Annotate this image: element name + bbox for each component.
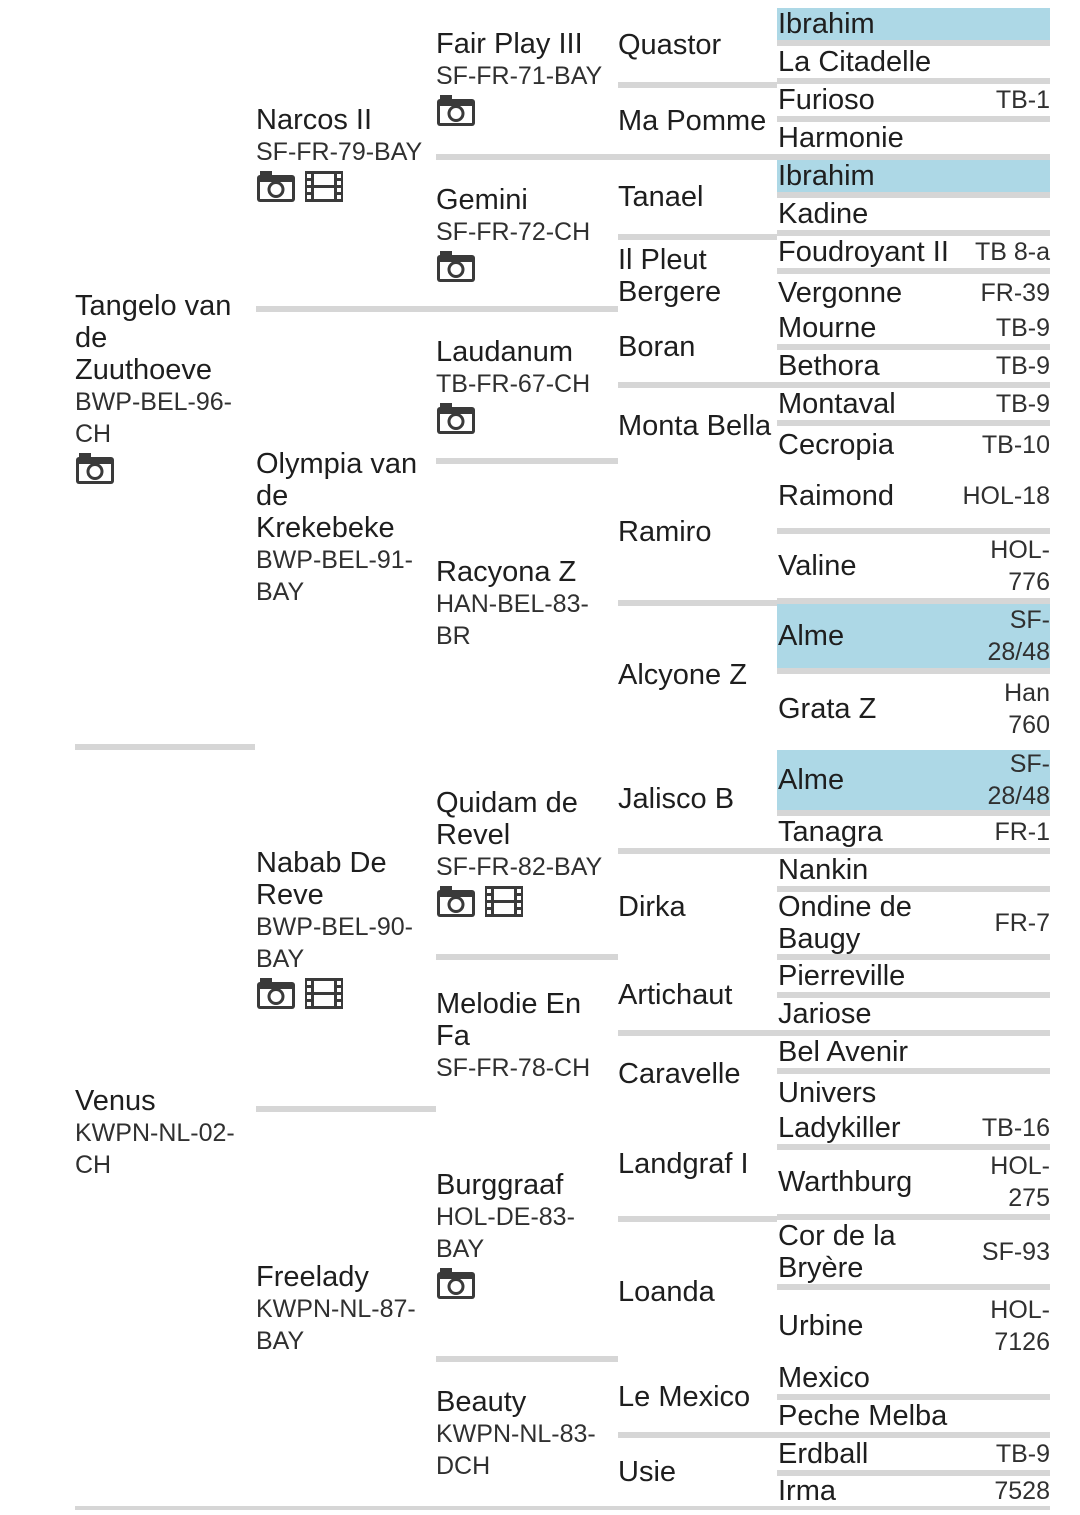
ancestor-reg: BWP-BEL-91-BAY xyxy=(256,546,413,606)
ancestor-reg: TB-9 xyxy=(995,352,1050,380)
ancestor-reg: SF-93 xyxy=(981,1238,1050,1266)
ancestor-reg: TB-FR-67-CH xyxy=(436,369,591,398)
ancestor-name[interactable]: Dirka xyxy=(618,891,686,923)
g5-cell[interactable] xyxy=(777,816,1050,854)
ancestor-name[interactable]: La Citadelle xyxy=(778,46,932,78)
camera-icon[interactable] xyxy=(256,170,296,203)
ancestor-reg: SF-FR-72-CH xyxy=(436,217,591,246)
g4-cell[interactable] xyxy=(618,1222,777,1362)
ancestor-name[interactable]: Alcyone Z xyxy=(618,659,747,691)
g5-cell[interactable] xyxy=(777,1400,1050,1438)
ancestor-name[interactable]: Montaval xyxy=(778,388,896,420)
ancestor-name[interactable]: Laudanum xyxy=(436,335,574,368)
ancestor-name[interactable]: Alme xyxy=(778,764,845,796)
ancestor-name[interactable]: Bethora xyxy=(778,350,880,382)
ancestor-name[interactable]: Il Pleut Bergere xyxy=(618,244,722,308)
ancestor-name[interactable]: Cor de la Bryère xyxy=(778,1220,896,1284)
ancestor-name[interactable]: Warthburg xyxy=(778,1166,913,1198)
g4-cell[interactable] xyxy=(618,606,777,744)
pedigree-chart xyxy=(75,0,1050,1515)
g5-cell[interactable] xyxy=(777,604,1050,674)
ancestor-name[interactable]: Raimond xyxy=(778,480,895,512)
ancestor-name[interactable]: Ibrahim xyxy=(778,160,875,192)
g5-cell[interactable] xyxy=(777,8,1050,46)
g5-cell[interactable] xyxy=(777,960,1050,998)
ancestor-name[interactable]: Beauty xyxy=(436,1386,527,1418)
ancestor-name[interactable]: Melodie En Fa xyxy=(436,988,582,1052)
camera-icon[interactable] xyxy=(75,452,115,485)
ancestor-reg: Han 760 xyxy=(1004,679,1050,739)
g4-cell[interactable] xyxy=(618,960,777,1036)
ancestor-reg: SF-28/48 xyxy=(987,606,1050,666)
ancestor-name[interactable]: Furioso xyxy=(778,84,875,116)
g5-cell[interactable] xyxy=(777,46,1050,84)
ancestor-name[interactable]: Loanda xyxy=(618,1276,715,1308)
dam-reg: KWPN-NL-02-CH xyxy=(75,1118,235,1179)
g5-cell[interactable] xyxy=(777,1074,1050,1112)
g3-cell[interactable] xyxy=(436,0,618,160)
g4-cell[interactable] xyxy=(618,312,777,388)
g2-cell[interactable] xyxy=(256,0,436,312)
ancestor-name[interactable]: Vergonne xyxy=(778,277,903,309)
g5-cell[interactable] xyxy=(777,1362,1050,1400)
ancestor-name[interactable]: Mexico xyxy=(778,1362,870,1394)
g5-cell[interactable] xyxy=(777,534,1050,604)
g5-cell[interactable] xyxy=(777,312,1050,350)
g3-cell[interactable] xyxy=(436,160,618,312)
ancestor-reg: SF-FR-82-BAY xyxy=(436,852,603,881)
g5-cell[interactable] xyxy=(777,236,1050,274)
g4-cell[interactable] xyxy=(618,854,777,960)
ancestor-name[interactable]: Racyona Z xyxy=(436,556,577,588)
ancestor-reg: HOL-7126 xyxy=(990,1296,1050,1356)
g5-cell[interactable] xyxy=(777,464,1050,534)
g2-cell[interactable] xyxy=(256,312,436,744)
ancestor-name[interactable]: Caravelle xyxy=(618,1058,741,1090)
ancestor-name[interactable]: Univers xyxy=(778,1077,877,1109)
dam-cell[interactable] xyxy=(75,744,255,1515)
camera-icon[interactable] xyxy=(436,402,476,435)
ancestor-name[interactable]: Bel Avenir xyxy=(778,1036,909,1068)
g3-cell[interactable] xyxy=(436,312,618,464)
film-icon[interactable] xyxy=(484,885,524,918)
g5-cell[interactable] xyxy=(777,854,1050,892)
g2-cell[interactable] xyxy=(256,750,436,1112)
ancestor-name[interactable]: Jalisco B xyxy=(618,783,735,815)
ancestor-name[interactable]: Irma xyxy=(778,1475,836,1507)
ancestor-name[interactable]: Le Mexico xyxy=(618,1381,751,1413)
g5-cell[interactable] xyxy=(777,674,1050,744)
camera-icon[interactable] xyxy=(436,94,476,127)
ancestor-name[interactable]: Peche Melba xyxy=(778,1400,948,1432)
ancestor-name[interactable]: Monta Bella xyxy=(618,410,772,442)
g5-cell[interactable] xyxy=(777,750,1050,816)
g5-cell[interactable] xyxy=(777,160,1050,198)
horse-name[interactable]: Tangelo van de Zuuthoeve xyxy=(75,289,232,386)
ancestor-name[interactable]: Nankin xyxy=(778,854,869,886)
ancestor-name[interactable]: Erdball xyxy=(778,1438,869,1470)
g5-cell[interactable] xyxy=(777,350,1050,388)
ancestor-reg: KWPN-NL-83-DCH xyxy=(436,1420,596,1480)
g5-cell[interactable] xyxy=(777,122,1050,160)
film-icon[interactable] xyxy=(304,977,344,1010)
g3-cell[interactable] xyxy=(436,1112,618,1362)
ancestor-name[interactable]: Freelady xyxy=(256,1261,369,1293)
ancestor-name[interactable]: Alme xyxy=(778,620,845,652)
ancestor-name[interactable]: Harmonie xyxy=(778,122,904,154)
g4-cell[interactable] xyxy=(618,464,777,606)
ancestor-name[interactable]: Ondine de Baugy xyxy=(778,891,912,955)
ancestor-name[interactable]: Pierreville xyxy=(778,960,906,992)
ancestor-name[interactable]: Foudroyant II xyxy=(778,236,949,268)
g5-cell[interactable] xyxy=(777,198,1050,236)
g2-cell[interactable] xyxy=(256,1112,436,1506)
g5-cell[interactable] xyxy=(777,1290,1050,1362)
g5-cell[interactable] xyxy=(777,892,1050,960)
g4-cell[interactable] xyxy=(618,1036,777,1112)
ancestor-reg: TB-10 xyxy=(981,431,1050,459)
ancestor-reg: HOL-DE-83-BAY xyxy=(436,1202,575,1263)
ancestor-name[interactable]: Mourne xyxy=(778,312,877,344)
ancestor-reg: TB-9 xyxy=(995,314,1050,342)
ancestor-reg: BWP-BEL-90-BAY xyxy=(256,912,413,973)
g5-cell[interactable] xyxy=(777,84,1050,122)
horse-reg: BWP-BEL-96-CH xyxy=(75,387,232,448)
ancestor-reg: SF-FR-78-CH xyxy=(436,1054,591,1082)
ancestor-reg: SF-28/48 xyxy=(987,750,1050,810)
horse-cell[interactable] xyxy=(75,0,255,744)
g4-cell[interactable] xyxy=(618,1362,777,1438)
g5-cell[interactable] xyxy=(777,1036,1050,1074)
ancestor-reg: HOL-18 xyxy=(962,482,1050,510)
ancestor-name[interactable]: Burggraaf xyxy=(436,1168,564,1201)
ancestor-reg: TB-9 xyxy=(995,1440,1050,1468)
ancestor-reg: SF-FR-71-BAY xyxy=(436,61,603,90)
ancestor-name[interactable]: Cecropia xyxy=(778,429,895,461)
ancestor-reg: HAN-BEL-83-BR xyxy=(436,590,589,650)
ancestor-name[interactable]: Artichaut xyxy=(618,979,733,1011)
ancestor-name[interactable]: Jariose xyxy=(778,998,872,1030)
g4-cell[interactable] xyxy=(618,750,777,854)
ancestor-name[interactable]: Ma Pomme xyxy=(618,105,767,137)
ancestor-name[interactable]: Quastor xyxy=(618,29,722,61)
ancestor-reg: TB 8-a xyxy=(974,238,1050,266)
ancestor-reg: 7528 xyxy=(994,1477,1050,1505)
g5-cell[interactable] xyxy=(777,1112,1050,1150)
ancestor-name[interactable]: Tanagra xyxy=(778,816,883,848)
ancestor-name[interactable]: Boran xyxy=(618,331,696,363)
g5-cell[interactable] xyxy=(777,426,1050,464)
g4-cell[interactable] xyxy=(618,8,777,88)
ancestor-reg: FR-1 xyxy=(994,818,1050,846)
g5-cell[interactable] xyxy=(777,998,1050,1036)
camera-icon[interactable] xyxy=(436,250,476,283)
g4-cell[interactable] xyxy=(618,160,777,240)
g4-cell[interactable] xyxy=(618,240,777,312)
film-icon[interactable] xyxy=(304,170,344,203)
ancestor-name[interactable]: Ladykiller xyxy=(778,1112,901,1144)
ancestor-name[interactable]: Grata Z xyxy=(778,693,877,725)
g5-cell[interactable] xyxy=(777,274,1050,312)
g4-cell[interactable] xyxy=(618,88,777,160)
g3-cell[interactable] xyxy=(436,960,618,1112)
ancestor-name[interactable]: Gemini xyxy=(436,183,528,216)
ancestor-name[interactable]: Fair Play III xyxy=(436,27,583,60)
ancestor-name[interactable]: Olympia van de Krekebeke xyxy=(256,448,418,544)
g5-cell[interactable] xyxy=(777,1476,1050,1506)
g4-cell[interactable] xyxy=(618,1112,777,1222)
g4-cell[interactable] xyxy=(618,388,777,464)
ancestor-name[interactable]: Tanael xyxy=(618,181,704,213)
g5-cell[interactable] xyxy=(777,1220,1050,1290)
ancestor-name[interactable]: Ibrahim xyxy=(778,8,875,40)
g5-cell[interactable] xyxy=(777,1150,1050,1220)
ancestor-reg: TB-9 xyxy=(995,390,1050,418)
camera-icon[interactable] xyxy=(256,977,296,1010)
camera-icon[interactable] xyxy=(436,1267,476,1300)
ancestor-name[interactable]: Ramiro xyxy=(618,516,712,548)
ancestor-reg: SF-FR-79-BAY xyxy=(256,137,423,166)
ancestor-name[interactable]: Quidam de Revel xyxy=(436,786,578,851)
g3-cell[interactable] xyxy=(436,750,618,960)
ancestor-reg: FR-7 xyxy=(994,909,1050,937)
ancestor-name[interactable]: Usie xyxy=(618,1456,677,1488)
ancestor-reg: HOL-776 xyxy=(990,536,1050,596)
g5-cell[interactable] xyxy=(777,388,1050,426)
ancestor-name[interactable]: Urbine xyxy=(778,1310,864,1342)
g3-cell[interactable] xyxy=(436,1362,618,1506)
ancestor-reg: KWPN-NL-87-BAY xyxy=(256,1295,416,1355)
g3-cell[interactable] xyxy=(436,464,618,744)
ancestor-name[interactable]: Nabab De Reve xyxy=(256,846,387,911)
ancestor-reg: HOL-275 xyxy=(990,1152,1050,1212)
ancestor-reg: FR-39 xyxy=(980,279,1050,307)
g4-cell[interactable] xyxy=(618,1438,777,1506)
ancestor-reg: TB-1 xyxy=(995,86,1050,114)
ancestor-name[interactable]: Narcos II xyxy=(256,103,373,136)
ancestor-name[interactable]: Kadine xyxy=(778,198,869,230)
camera-icon[interactable] xyxy=(436,885,476,918)
ancestor-name[interactable]: Valine xyxy=(778,550,857,582)
ancestor-reg: TB-16 xyxy=(981,1114,1050,1142)
g5-cell[interactable] xyxy=(777,1438,1050,1476)
dam-name[interactable]: Venus xyxy=(75,1084,156,1117)
ancestor-name[interactable]: Landgraf I xyxy=(618,1148,749,1180)
